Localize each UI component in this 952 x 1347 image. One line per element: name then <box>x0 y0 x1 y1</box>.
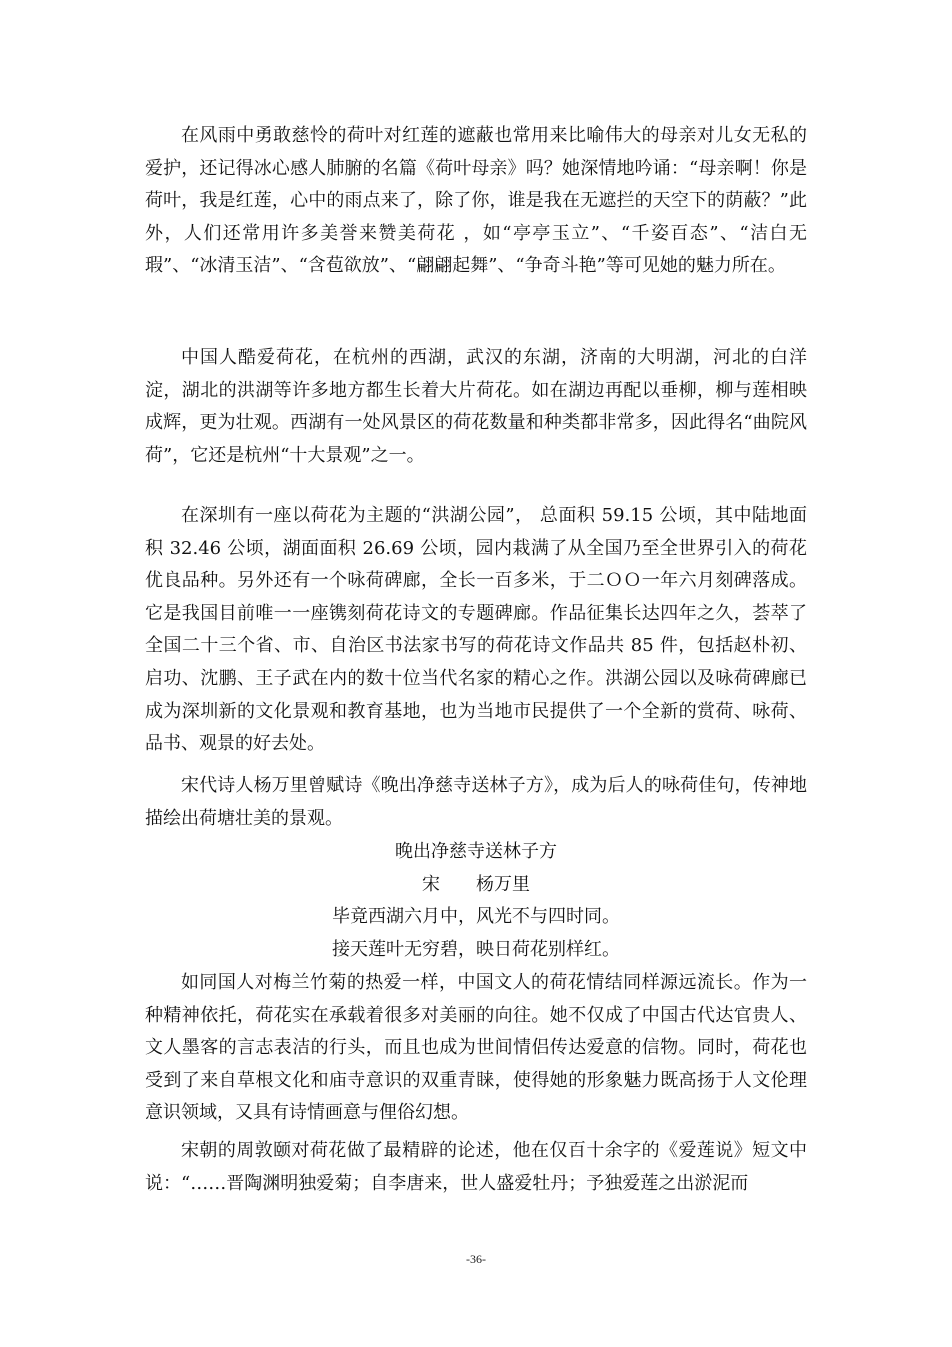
poem-title: 晚出净慈寺送林子方 <box>395 841 557 862</box>
paragraph-zhou-dunyi: 宋朝的周敦颐对荷花做了最精辟的论述，他在仅百十余字的《爱莲说》短文中说：“……晋陶渊明独爱菊；自李唐来，世人盛爱牡丹；予独爱莲之出淤泥而 <box>145 1140 807 1194</box>
poem-line-2: 接天莲叶无穷碧，映日荷花别样红。 <box>332 939 620 960</box>
page-number: -36- <box>466 1252 486 1266</box>
paragraph-lotus-mother: 在风雨中勇敢慈怜的荷叶对红莲的遮蔽也常用来比喻伟大的母亲对儿女无私的爱护，还记得冰心感人肺腑的名篇《荷叶母亲》吗？她深情地吟诵：“母亲啊！你是荷叶，我是红莲，心中的雨点来了，除了你，谁是我在无遮拦的天空下的荫蔽？”此外，人们还常用许多美誉来赞美荷花 ，如“亭亭玉立”、“千姿百态”、“洁白无瑕”、“冰清玉洁”、“含苞欲放”、“翩翩起舞”、“争奇斗艳”等可见她的魅力所在。 <box>145 125 807 277</box>
paragraph-honghu-park: 在深圳有一座以荷花为主题的“洪湖公园”， 总面积 59.15 公顷，其中陆地面积 32.46 公顷，湖面面积 26.69 公顷，园内栽满了从全国乃至全世界引入的荷花优良品种。另外还有一个咏荷碑廊，全长一百多米，于二ＯＯ一年六月刻碑落成。它是我国目前唯一一座镌刻荷花诗文的专题碑廊。作品征集长达四年之久，荟萃了全国二十三个省、市、自治区书法家书写的荷花诗文作品共 85 件，包括赵朴初、启功、沈鹏、王子武在内的数十位当代名家的精心之作。洪湖公园以及咏荷碑廊已成为深圳新的文化景观和教育基地，也为当地市民提供了一个全新的赏荷、咏荷、品书、观景的好去处。 <box>145 505 807 755</box>
paragraph-literati-lotus: 如同国人对梅兰竹菊的热爱一样，中国文人的荷花情结同样源远流长。作为一种精神依托，荷花实在承载着很多对美丽的向往。她不仅成了中国古代达官贵人、文人墨客的言志表洁的行头，而且也成为世间情侣传达爱意的信物。同时，荷花也受到了来自草根文化和庙寺意识的双重青睐，使得她的形象魅力既高扬于人文伦理意识领域，又具有诗情画意与俚俗幻想。 <box>145 972 807 1124</box>
paragraph-yang-wanli-intro: 宋代诗人杨万里曾赋诗《晚出净慈寺送林子方》，成为后人的咏荷佳句，传神地描绘出荷塘壮美的景观。 <box>145 775 807 829</box>
poem-line-1: 毕竟西湖六月中，风光不与四时同。 <box>332 906 620 927</box>
paragraph-lotus-locations: 中国人酷爱荷花，在杭州的西湖，武汉的东湖，济南的大明湖，河北的白洋淀，湖北的洪湖等许多地方都生长着大片荷花。如在湖边再配以垂柳，柳与莲相映成辉，更为壮观。西湖有一处风景区的荷花数量和种类都非常多，因此得名“曲院风荷”，它还是杭州“十大景观”之一。 <box>145 347 807 466</box>
poem-author: 宋 杨万里 <box>422 874 530 895</box>
